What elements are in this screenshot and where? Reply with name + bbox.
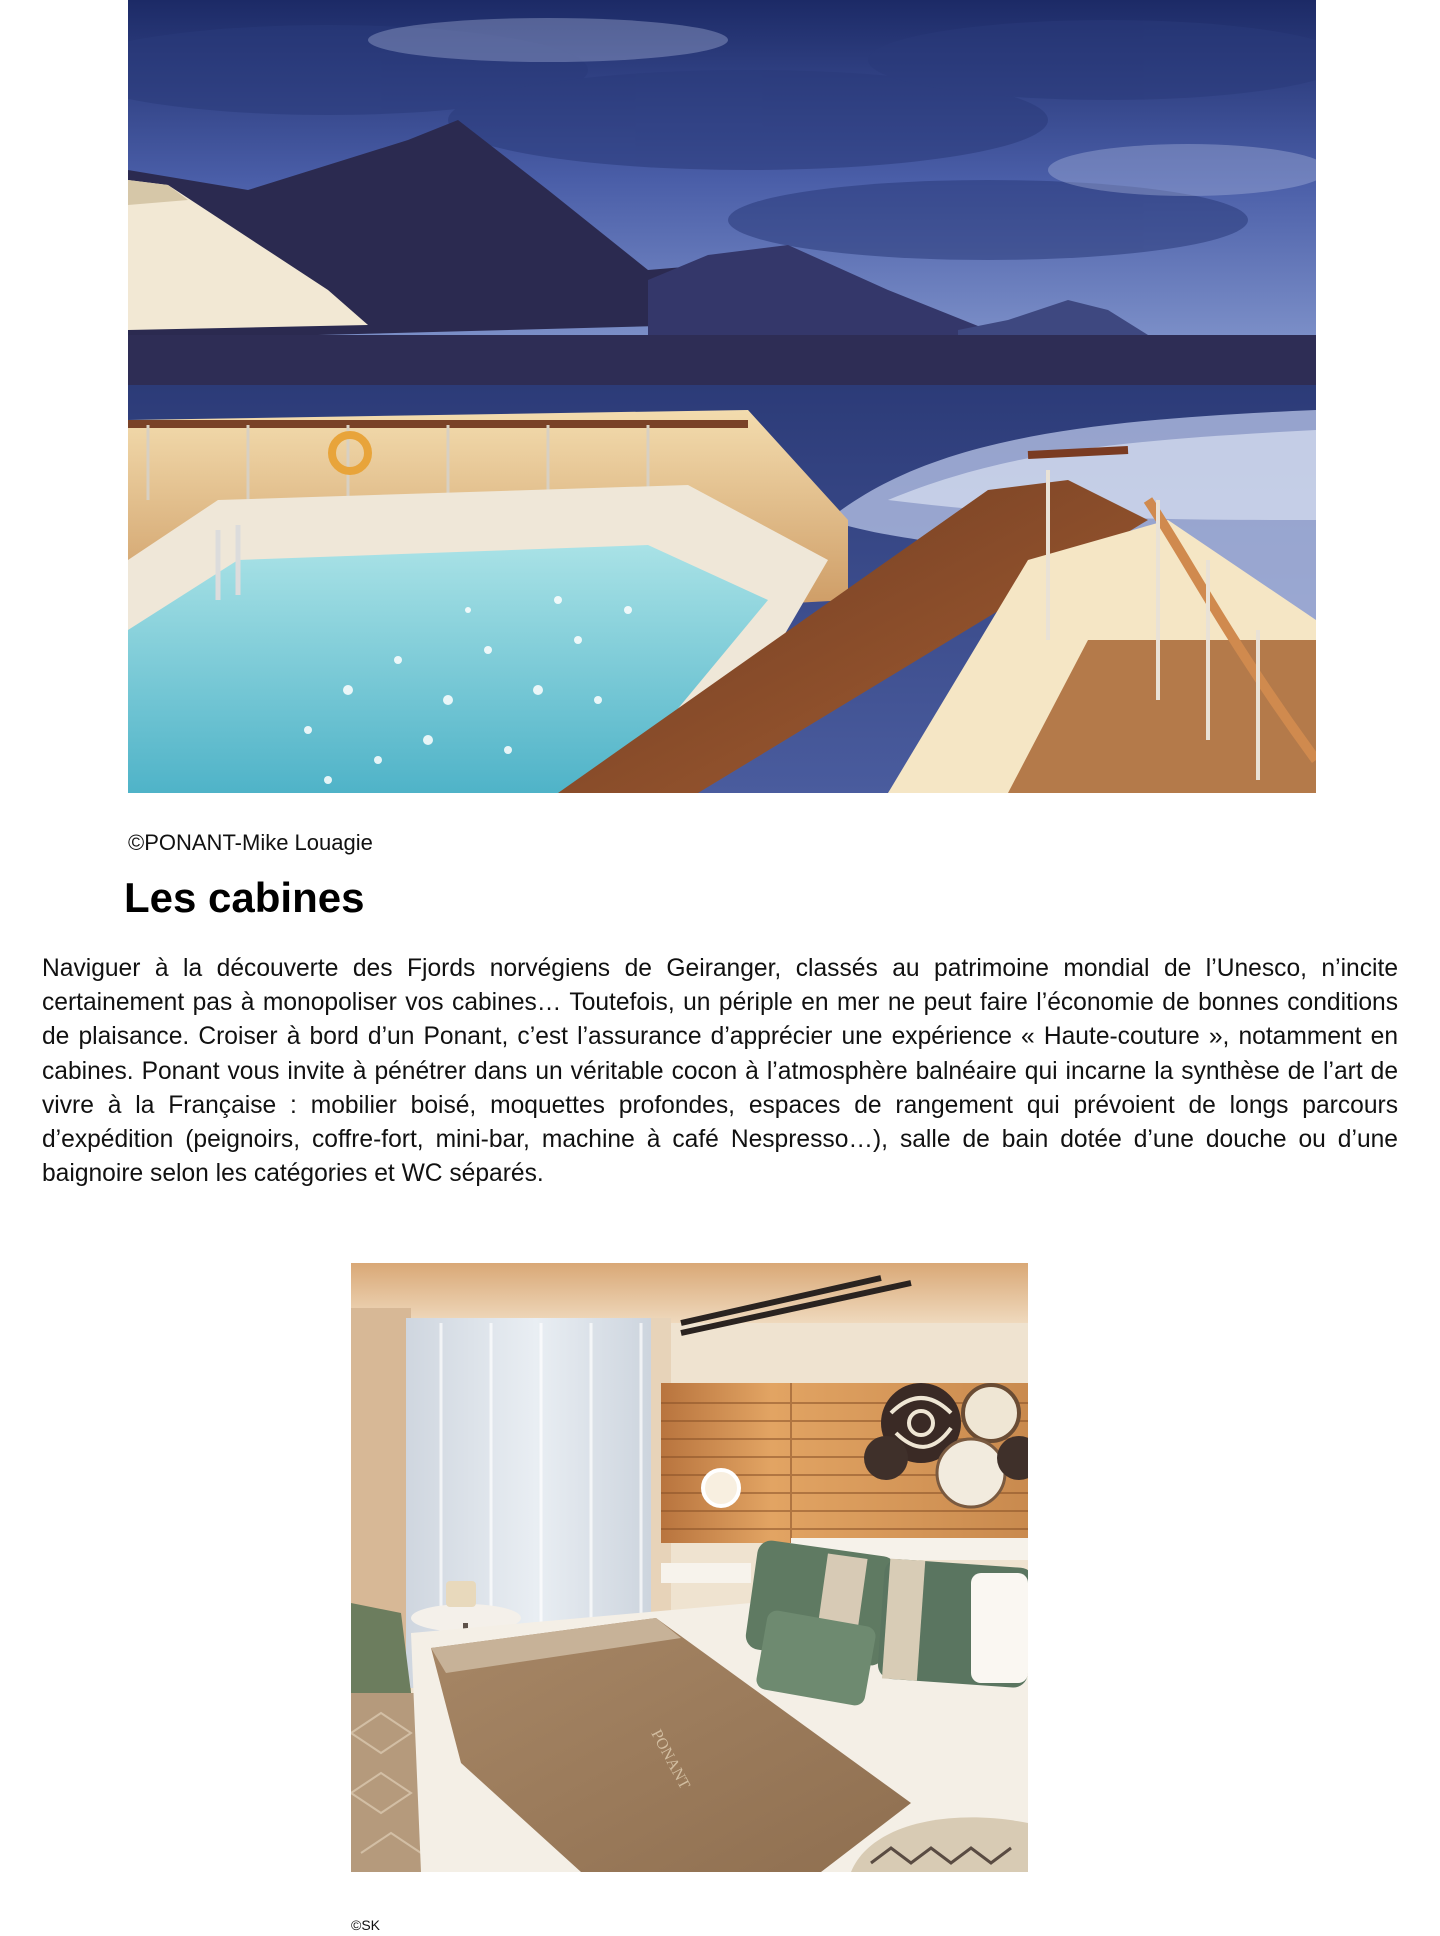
throw-logo-text: PONANT [647, 1726, 693, 1793]
pool-deck-photo [128, 0, 1316, 793]
photo-credit-caption-cabin: ©SK [351, 1917, 380, 1933]
photo-credit-caption: ©PONANT-Mike Louagie [128, 830, 373, 855]
section-paragraph: Naviguer à la découverte des Fjords norvégiens de Geiranger, classés au patrimoine mondial de l’Unesco, n’incite certainement pas à monopoliser vos cabines… Toutefois, un périple en mer ne peut faire l’économie de bonnes conditions de plaisance. Croiser à bord d’un Ponant, c’est l’assurance d’apprécier une expérience « Haute-couture », notamment en cabines. Ponant vous invite à pénétrer dans un véritable cocon à l’atmosphère balnéaire qui incarne la synthèse de l’art de vivre à la Française : mobilier boisé, moquettes profondes, espaces de rangement qui prévoient de longs parcours d’expédition (peignoirs, coffre-fort, mini-bar, machine à café Nespresso…), salle de bain dotée d’une douche ou d’une baignoire selon les catégories et WC séparés. [42, 955, 1398, 1188]
cabin-photo [351, 1263, 1028, 1872]
section-heading: Les cabines [124, 874, 365, 921]
cabin-image [351, 1263, 1028, 1872]
pool-deck-image [128, 0, 1316, 793]
